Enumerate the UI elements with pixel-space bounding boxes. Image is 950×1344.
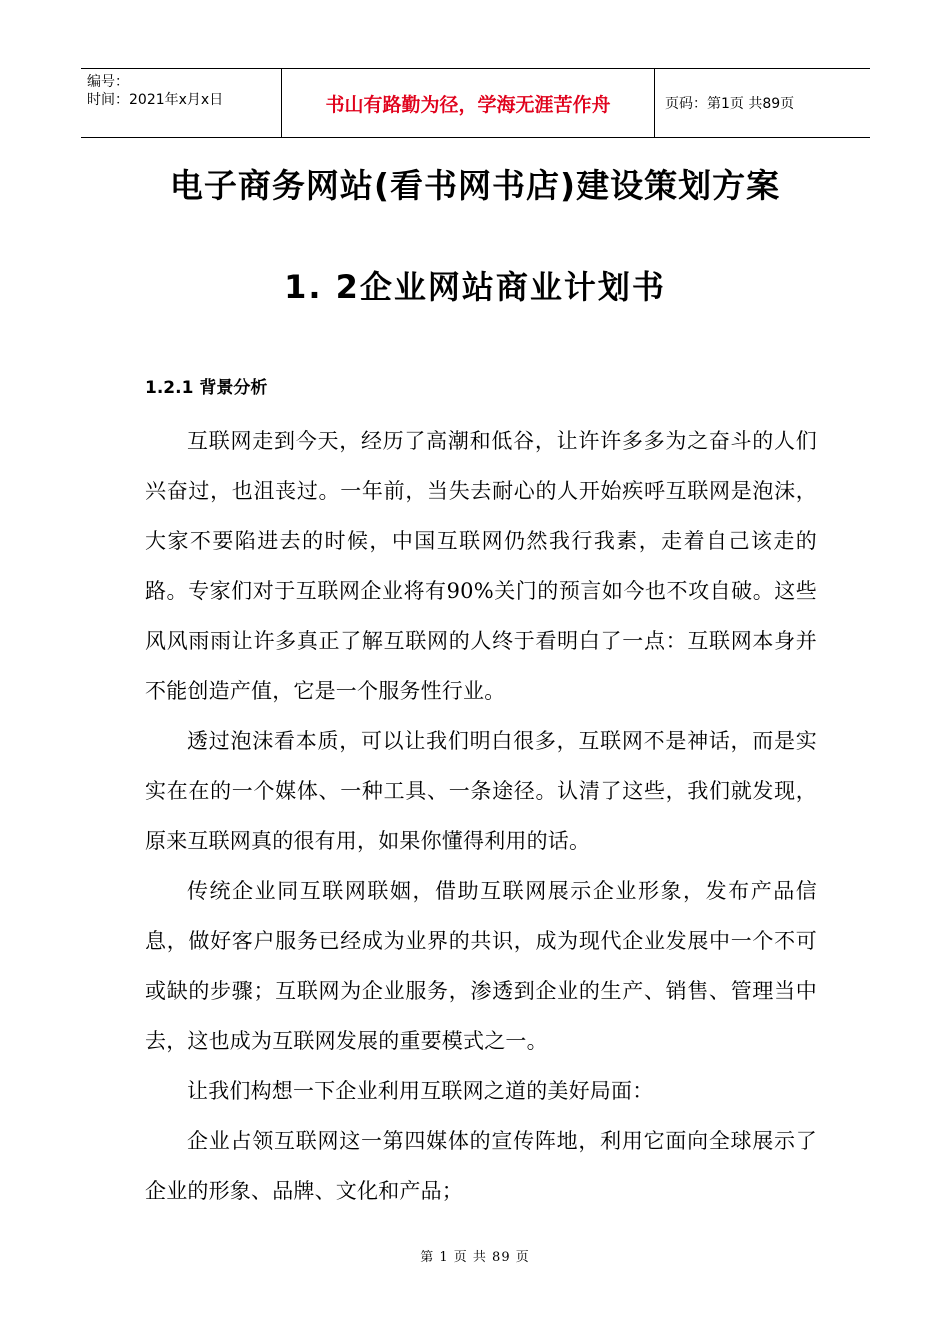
paragraph: 透过泡沫看本质，可以让我们明白很多，互联网不是神话，而是实实在在的一个媒体、一种工具、一条途径。认清了这些，我们就发现，原来互联网真的很有用，如果你懂得利用的话。: [145, 729, 817, 853]
paragraph: 互联网走到今天，经历了高潮和低谷，让许许多多为之奋斗的人们兴奋过，也沮丧过。一年前，当失去耐心的人开始疾呼互联网是泡沫，大家不要陷进去的时候，中国互联网仍然我行我素，走着自己该走的路。专家们对于互联网企业将有90%关门的预言如今也不攻自破。这些风风雨雨让许多真正了解互联网的人终于看明白了一点：互联网本身并不能创造产值，它是一个服务性行业。: [145, 429, 817, 703]
motto-text: 书山有路勤为径，学海无涯苦作舟: [325, 93, 611, 116]
document-header: [81, 68, 870, 138]
header-meta-cell: [81, 69, 282, 137]
paragraph: 让我们构想一下企业利用互联网之道的美好局面：: [187, 1079, 654, 1103]
header-page-cell: [655, 69, 870, 137]
body-text: [145, 416, 817, 1216]
paragraph: 传统企业同互联网联姻，借助互联网展示企业形象，发布产品信息，做好客户服务已经成为业界的共识，成为现代企业发展中一个不可或缺的步骤；互联网为企业服务，渗透到企业的生产、销售、管理当中去，这也成为互联网发展的重要模式之一。: [145, 879, 817, 1053]
section-title: 1. 2企业网站商业计划书: [284, 268, 666, 306]
page-footer: 第 1 页 共 89 页: [420, 1250, 530, 1265]
document-title: 电子商务网站(看书网书店)建设策划方案: [169, 166, 781, 205]
time-label: 时间：2021年x月x日: [87, 92, 224, 108]
page-info: 页码：第1页 共89页: [665, 96, 795, 112]
subsection-title: 1.2.1 背景分析: [145, 378, 268, 398]
number-label: 编号：: [87, 74, 129, 90]
paragraph: 企业占领互联网这一第四媒体的宣传阵地，利用它面向全球展示了企业的形象、品牌、文化和产品；: [145, 1129, 817, 1203]
header-motto-cell: [282, 69, 655, 137]
